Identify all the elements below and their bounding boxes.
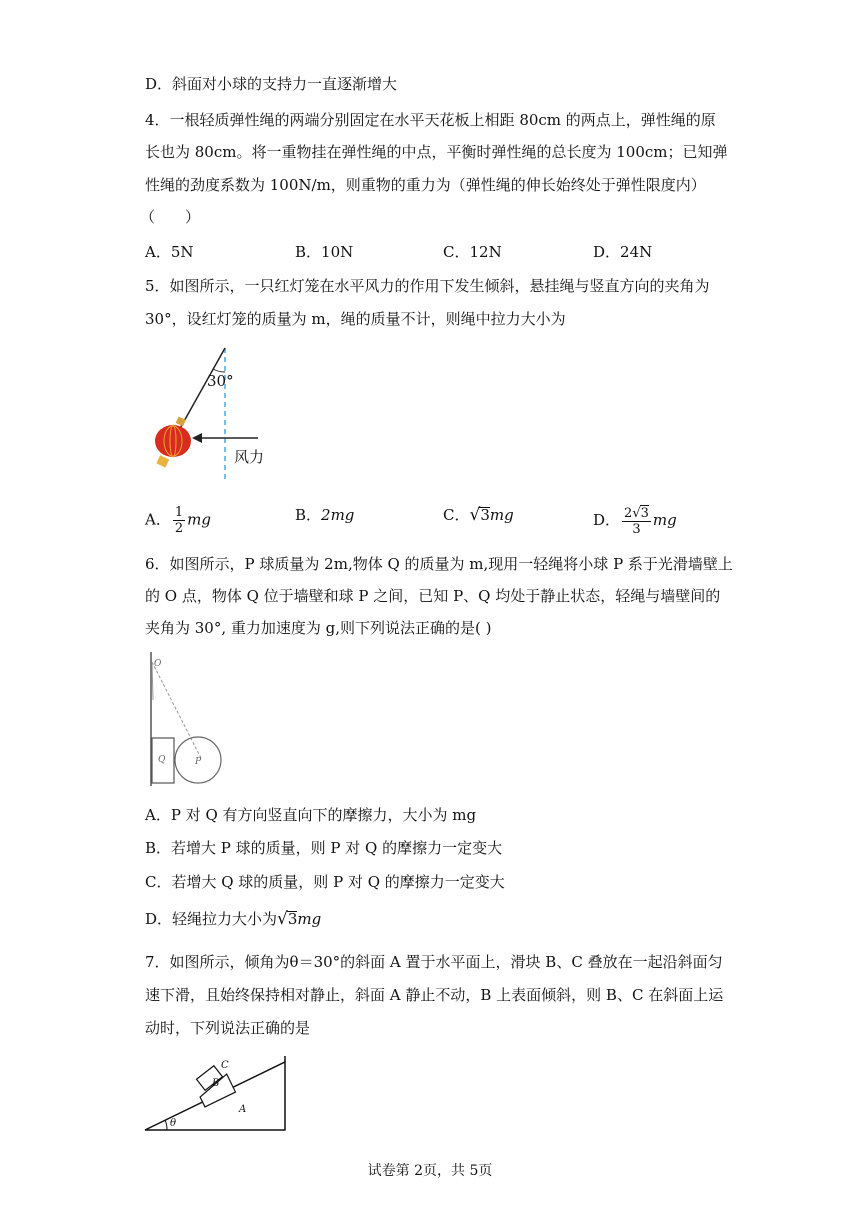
incline-figure [143, 1050, 293, 1135]
lantern-body [155, 425, 191, 457]
q4-answer-brackets: （ ） [140, 208, 201, 226]
hanging-rope [178, 348, 225, 432]
lantern-cap [176, 417, 186, 427]
lantern-tassel [156, 455, 169, 467]
page-footer: 试卷第 2页，共 5页 [367, 1163, 493, 1179]
q6-stem-line-1: 6．如图所示，P 球质量为 2m,物体 Q 的质量为 m,现用一轻绳将小球 P 系于光滑墙壁上 [145, 555, 733, 573]
block-c-label: C [221, 1060, 229, 1071]
q4-stem-line-1: 4．一根轻质弹性绳的两端分别固定在水平天花板上相距 80cm 的两点上，弹性绳的原 [145, 111, 716, 129]
lantern-figure [140, 340, 280, 485]
q5-option-b: B．2mg [295, 506, 355, 524]
q5-option-d: D． $\frac{2√3}{3}$ mg [593, 506, 677, 537]
q6-option-c: C．若增大 Q 球的质量，则 P 对 Q 的摩擦力一定变大 [145, 873, 505, 891]
q4-stem-line-2: 长也为 80cm。将一重物挂在弹性绳的中点，平衡时弹性绳的总长度为 100cm；已知弹 [145, 143, 728, 161]
q4-stem-line-3: 性绳的劲度系数为 100N/m，则重物的重力为（弹性绳的伸长始终处于弹性限度内） [145, 176, 706, 194]
rope [152, 662, 202, 760]
wind-label: 风力 [234, 448, 265, 466]
q5-option-a: A． $\frac{1}{2}$ mg [145, 505, 211, 536]
q4-option-d: D．24N [593, 243, 653, 261]
q5-stem-line-1: 5．如图所示，一只红灯笼在水平风力的作用下发生倾斜，悬挂绳与竖直方向的夹角为 [145, 277, 710, 295]
incline-a-label: A [239, 1104, 247, 1115]
q6-option-d: D．轻绳拉力大小为√3mg [145, 909, 322, 929]
q4-option-b: B．10N [295, 243, 354, 261]
q4-option-c: C．12N [443, 243, 502, 261]
q5-stem-line-2: 30°，设红灯笼的质量为 m，绳的质量不计，则绳中拉力大小为 [145, 310, 566, 328]
wall-ball-figure [143, 650, 233, 790]
q6-stem-line-3: 夹角为 30°, 重力加速度为 g,则下列说法正确的是( ) [145, 619, 492, 637]
q7-stem-line-3: 动时，下列说法正确的是 [145, 1019, 311, 1037]
q7-stem-line-2: 速下滑，且始终保持相对静止，斜面 A 静止不动，B 上表面倾斜，则 B、C 在斜面上运 [145, 986, 724, 1004]
theta-label: θ [170, 1118, 177, 1129]
q6-option-a: A．P 对 Q 有方向竖直向下的摩擦力，大小为 mg [145, 806, 477, 824]
block-q-label: Q [158, 755, 166, 765]
block-b-label: B [212, 1078, 220, 1089]
point-o-label: O [154, 659, 162, 669]
q5-option-c: C．√3mg [443, 505, 514, 525]
q3-option-d: D．斜面对小球的支持力一直逐渐增大 [145, 75, 398, 93]
ball-p-label: P [195, 757, 202, 767]
q6-option-b: B．若增大 P 球的质量，则 P 对 Q 的摩擦力一定变大 [145, 839, 503, 857]
q7-stem-line-1: 7．如图所示，倾角为θ＝30°的斜面 A 置于水平面上，滑块 B、C 叠放在一起沿斜面匀 [145, 953, 723, 971]
q4-option-a: A．5N [145, 243, 194, 261]
q6-stem-line-2: 的 O 点，物体 Q 位于墙壁和球 P 之间，已知 P、Q 均处于静止状态，轻绳与墙壁间的 [145, 587, 721, 605]
angle-label: 30° [207, 372, 234, 390]
